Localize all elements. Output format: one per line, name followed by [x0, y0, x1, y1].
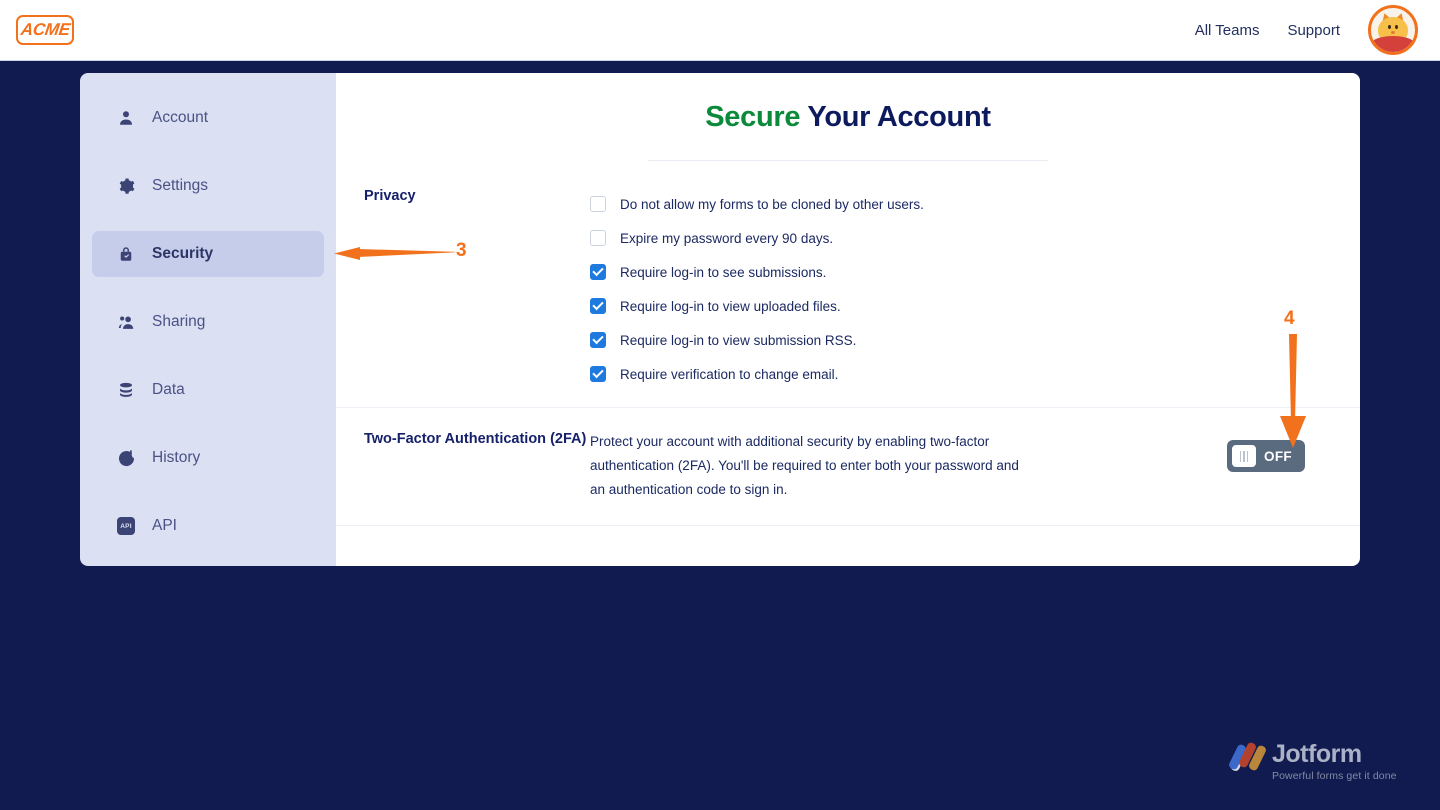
sidebar-item-label: Security [152, 245, 214, 262]
tfa-section-label: Two-Factor Authentication (2FA) [364, 431, 587, 447]
person-icon [116, 108, 136, 128]
toggle-knob-icon [1232, 445, 1256, 467]
checkbox-label: Do not allow my forms to be cloned by other users. [620, 196, 924, 212]
clock-icon [116, 448, 136, 468]
toggle-state-label: OFF [1264, 448, 1292, 464]
cat-nose-icon [1391, 31, 1395, 34]
privacy-checkbox-row[interactable] [590, 289, 1330, 323]
privacy-checkbox-list [590, 187, 1330, 391]
cat-eye-left-icon [1388, 25, 1391, 29]
acme-logo[interactable] [16, 15, 74, 45]
checkbox-label: Require verification to change email. [620, 366, 839, 382]
sidebar-item-label: Sharing [152, 313, 206, 330]
settings-content-card [336, 73, 1360, 566]
sidebar-item-data[interactable] [92, 367, 324, 413]
annotation-arrow-4 [1275, 330, 1311, 460]
annotation-arrow-3 [330, 238, 470, 268]
sidebar-item-label: API [152, 517, 177, 534]
header-nav [1195, 5, 1418, 55]
sidebar-item-label: Settings [152, 177, 209, 194]
checkbox-login-view-files[interactable] [590, 298, 606, 314]
page-title-rest: Your Account [800, 101, 991, 133]
sidebar-item-account[interactable] [92, 95, 324, 141]
checkbox-login-see-submissions[interactable] [590, 264, 606, 280]
jotform-watermark [1232, 742, 1397, 782]
sidebar-item-settings[interactable] [92, 163, 324, 209]
checkbox-label: Require log-in to see submissions. [620, 264, 827, 280]
acme-logo-text: ACME [19, 20, 71, 39]
privacy-checkbox-row[interactable] [590, 187, 1330, 221]
cat-scarf-icon [1371, 36, 1415, 52]
page-title [336, 101, 1360, 134]
lock-check-icon [116, 244, 136, 264]
privacy-checkbox-row[interactable] [590, 357, 1330, 391]
sidebar-item-security[interactable] [92, 231, 324, 277]
checkbox-clone-forms[interactable] [590, 196, 606, 212]
privacy-checkbox-row[interactable] [590, 323, 1330, 357]
page-title-accent: Secure [705, 101, 801, 133]
cat-eye-right-icon [1395, 25, 1398, 29]
privacy-checkbox-row[interactable] [590, 255, 1330, 289]
annotation-number-4: 4 [1284, 308, 1295, 329]
checkbox-verify-email-change[interactable] [590, 366, 606, 382]
tfa-description: Protect your account with additional security by enabling two-factor authentication (2FA). You'll be required to enter both your password and an authentication code to sign in. [590, 434, 1019, 498]
checkbox-label: Require log-in to view uploaded files. [620, 298, 841, 314]
checkbox-expire-password[interactable] [590, 230, 606, 246]
sidebar-item-label: History [152, 449, 201, 466]
all-teams-link[interactable]: All Teams [1194, 21, 1260, 39]
checkbox-label: Expire my password every 90 days. [620, 230, 834, 246]
annotation-number-3: 3 [456, 240, 467, 261]
avatar[interactable] [1368, 5, 1418, 55]
checkbox-login-view-rss[interactable] [590, 332, 606, 348]
gear-icon [116, 176, 136, 196]
privacy-section-label: Privacy [364, 188, 416, 204]
checkbox-label: Require log-in to view submission RSS. [620, 332, 857, 348]
sidebar-item-history[interactable] [92, 435, 324, 481]
privacy-checkbox-row[interactable] [590, 221, 1330, 255]
sidebar-item-label: Data [152, 381, 185, 398]
two-factor-section [336, 408, 1360, 502]
database-icon [116, 380, 136, 400]
sidebar-item-label: Account [152, 109, 209, 126]
people-icon [116, 312, 136, 332]
settings-sidebar [80, 73, 336, 566]
sidebar-item-sharing[interactable] [92, 299, 324, 345]
privacy-section [336, 161, 1360, 391]
support-link[interactable]: Support [1287, 21, 1340, 39]
bottom-divider [336, 525, 1360, 526]
api-badge-icon: API [116, 516, 136, 536]
jotform-name: Jotform [1272, 740, 1362, 768]
sidebar-item-api[interactable] [92, 503, 324, 549]
jotform-logo-icon [1232, 742, 1266, 772]
top-header [0, 0, 1440, 61]
jotform-tagline: Powerful forms get it done [1272, 770, 1397, 782]
